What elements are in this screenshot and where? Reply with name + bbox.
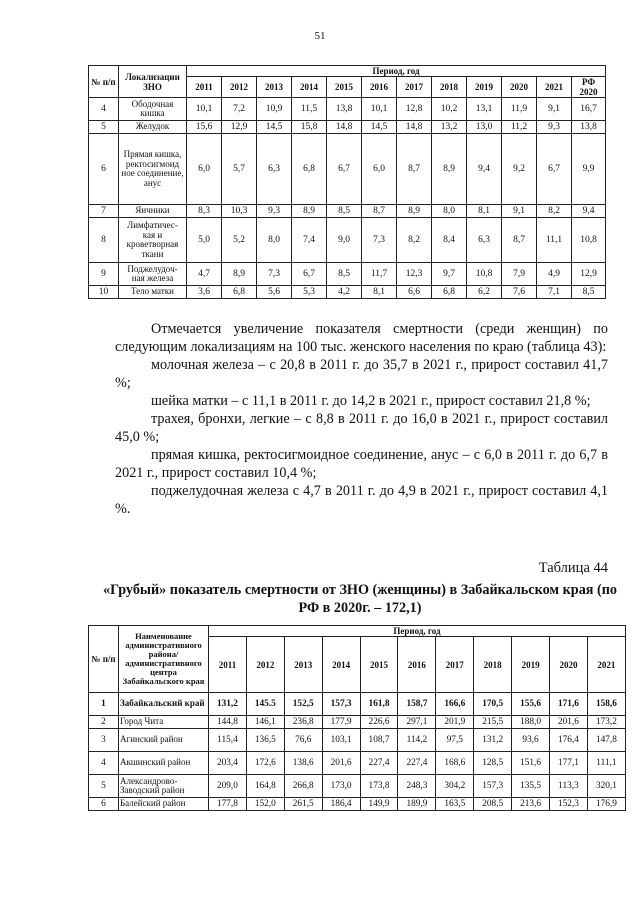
value-cell: 8,2 (397, 218, 432, 263)
value-cell: 8,7 (362, 205, 397, 218)
value-cell: 11,9 (502, 98, 537, 121)
row-number: 1 (89, 693, 119, 716)
value-cell: 7,3 (257, 263, 292, 286)
value-cell: 145.5 (246, 693, 284, 716)
value-cell: 6,8 (222, 286, 257, 299)
value-cell: 11,5 (292, 98, 327, 121)
value-cell: 8,5 (572, 286, 606, 299)
value-cell: 6,7 (292, 263, 327, 286)
value-cell: 8,4 (432, 218, 467, 263)
t44-year-header: 2021 (587, 637, 625, 693)
table-row (89, 286, 606, 299)
table-row (89, 798, 626, 811)
value-cell: 166,6 (436, 693, 474, 716)
t43-header-period: Период, год (187, 66, 606, 77)
t43-year-header: 2013 (257, 77, 292, 98)
table-43 (88, 65, 606, 299)
value-cell: 171,6 (550, 693, 588, 716)
value-cell: 4,2 (327, 286, 362, 299)
table-44 (88, 625, 626, 811)
t44-year-header: 2015 (360, 637, 398, 693)
value-cell: 297,1 (398, 716, 436, 729)
value-cell: 8,2 (537, 205, 572, 218)
value-cell: 8,7 (397, 134, 432, 205)
value-cell: 12,9 (222, 121, 257, 134)
localization-name: Поджелудоч- ная железа (119, 263, 187, 286)
value-cell: 173,2 (587, 716, 625, 729)
value-cell: 152,0 (246, 798, 284, 811)
region-name: Забайкальский край (119, 693, 209, 716)
value-cell: 157,3 (474, 775, 512, 798)
value-cell: 14,5 (362, 121, 397, 134)
localization-name: Желудок (119, 121, 187, 134)
value-cell: 12,8 (397, 98, 432, 121)
value-cell: 131,2 (209, 693, 247, 716)
value-cell: 93,6 (512, 729, 550, 752)
row-number: 6 (89, 798, 119, 811)
value-cell: 7,9 (502, 263, 537, 286)
value-cell: 266,8 (284, 775, 322, 798)
value-cell: 226,6 (360, 716, 398, 729)
value-cell: 7,4 (292, 218, 327, 263)
value-cell: 320,1 (587, 775, 625, 798)
value-cell: 12,9 (572, 263, 606, 286)
localization-name: Прямая кишка, ректосигмоид ное соединение, анус (119, 134, 187, 205)
value-cell: 5,2 (222, 218, 257, 263)
value-cell: 213,6 (512, 798, 550, 811)
value-cell: 164,8 (246, 775, 284, 798)
value-cell: 10,3 (222, 205, 257, 218)
value-cell: 13,8 (327, 98, 362, 121)
region-name: Акшинский район (119, 752, 209, 775)
table-44-title: «Грубый» показатель смертности от ЗНО (женщины) в Забайкальском края (по РФ в 2020г. – 172,1) (102, 582, 618, 616)
value-cell: 7,6 (502, 286, 537, 299)
value-cell: 10,9 (257, 98, 292, 121)
value-cell: 9,1 (502, 205, 537, 218)
value-cell: 8,1 (362, 286, 397, 299)
t43-header-loc: Локализации ЗНО (119, 66, 187, 98)
value-cell: 177,1 (550, 752, 588, 775)
value-cell: 146,1 (246, 716, 284, 729)
value-cell: 103,1 (322, 729, 360, 752)
value-cell: 5,0 (187, 218, 222, 263)
value-cell: 9,7 (432, 263, 467, 286)
t44-header-region: Наименование административного района/ административного центра Забайкальского края (119, 626, 209, 693)
value-cell: 10,1 (362, 98, 397, 121)
value-cell: 9,9 (572, 134, 606, 205)
value-cell: 9,1 (537, 98, 572, 121)
value-cell: 14,8 (397, 121, 432, 134)
value-cell: 9,3 (537, 121, 572, 134)
t44-header-period: Период, год (209, 626, 626, 637)
value-cell: 5,6 (257, 286, 292, 299)
value-cell: 6,0 (187, 134, 222, 205)
value-cell: 157,3 (322, 693, 360, 716)
value-cell: 177,9 (322, 716, 360, 729)
value-cell: 8,9 (397, 205, 432, 218)
value-cell: 158,6 (587, 693, 625, 716)
value-cell: 3,6 (187, 286, 222, 299)
value-cell: 8,0 (432, 205, 467, 218)
row-number: 4 (89, 98, 119, 121)
value-cell: 161,8 (360, 693, 398, 716)
t44-year-header: 2012 (246, 637, 284, 693)
value-cell: 172,6 (246, 752, 284, 775)
value-cell: 6,7 (327, 134, 362, 205)
value-cell: 115,4 (209, 729, 247, 752)
table-row (89, 205, 606, 218)
value-cell: 173,8 (360, 775, 398, 798)
row-number: 10 (89, 286, 119, 299)
value-cell: 248,3 (398, 775, 436, 798)
value-cell: 12,3 (397, 263, 432, 286)
localization-name: Ободочная кишка (119, 98, 187, 121)
value-cell: 209,0 (209, 775, 247, 798)
value-cell: 8,9 (432, 134, 467, 205)
value-cell: 8,3 (187, 205, 222, 218)
value-cell: 6,6 (397, 286, 432, 299)
value-cell: 10,8 (467, 263, 502, 286)
table-row (89, 98, 606, 121)
value-cell: 15,8 (292, 121, 327, 134)
value-cell: 10,2 (432, 98, 467, 121)
t44-year-header: 2013 (284, 637, 322, 693)
localization-name: Лимфатичес- кая и кроветворная ткани (119, 218, 187, 263)
region-name: Балейский район (119, 798, 209, 811)
t44-year-header: 2019 (512, 637, 550, 693)
t43-year-header: 2011 (187, 77, 222, 98)
value-cell: 227,4 (360, 752, 398, 775)
value-cell: 6,0 (362, 134, 397, 205)
table-row (89, 263, 606, 286)
value-cell: 13,2 (432, 121, 467, 134)
value-cell: 4,7 (187, 263, 222, 286)
value-cell: 304,2 (436, 775, 474, 798)
value-cell: 6,3 (257, 134, 292, 205)
t43-year-header: 2019 (467, 77, 502, 98)
value-cell: 149,9 (360, 798, 398, 811)
value-cell: 215,5 (474, 716, 512, 729)
table-row (89, 218, 606, 263)
t43-year-header: 2016 (362, 77, 397, 98)
row-number: 5 (89, 775, 119, 798)
value-cell: 13,0 (467, 121, 502, 134)
intro-paragraph: Отмечается увеличение показателя смертности (среди женщин) по следующим локализациям на 100 тыс. женского населения по краю (таблица 43): (115, 321, 608, 355)
table-row (89, 134, 606, 205)
value-cell: 8,7 (502, 218, 537, 263)
t43-year-header: РФ 2020 (572, 77, 606, 98)
value-cell: 8,1 (467, 205, 502, 218)
value-cell: 114,2 (398, 729, 436, 752)
value-cell: 7,3 (362, 218, 397, 263)
t43-year-header: 2012 (222, 77, 257, 98)
value-cell: 6,8 (432, 286, 467, 299)
value-cell: 8,9 (222, 263, 257, 286)
value-cell: 136,5 (246, 729, 284, 752)
value-cell: 111,1 (587, 752, 625, 775)
table-row (89, 729, 626, 752)
value-cell: 188,0 (512, 716, 550, 729)
t44-year-header: 2014 (322, 637, 360, 693)
value-cell: 201,9 (436, 716, 474, 729)
list-item: молочная железа – с 20,8 в 2011 г. до 35,7 в 2021 г., прирост составил 41,7 %; (115, 357, 608, 391)
body-text (115, 320, 608, 518)
value-cell: 152,3 (550, 798, 588, 811)
value-cell: 177,8 (209, 798, 247, 811)
value-cell: 189,9 (398, 798, 436, 811)
value-cell: 9,3 (257, 205, 292, 218)
value-cell: 5,7 (222, 134, 257, 205)
row-number: 2 (89, 716, 119, 729)
value-cell: 261,5 (284, 798, 322, 811)
table-row (89, 775, 626, 798)
t43-year-header: 2021 (537, 77, 572, 98)
t43-year-header: 2017 (397, 77, 432, 98)
t44-year-header: 2020 (550, 637, 588, 693)
value-cell: 147,8 (587, 729, 625, 752)
list-item: прямая кишка, ректосигмоидное соединение, анус – с 6,0 в 2011 г. до 6,7 в 2021 г., прирост составил 10,4 %; (115, 447, 608, 481)
value-cell: 151,6 (512, 752, 550, 775)
value-cell: 4,9 (537, 263, 572, 286)
region-name: Агинский район (119, 729, 209, 752)
region-name: Александрово- Заводский район (119, 775, 209, 798)
localization-name: Яичники (119, 205, 187, 218)
t44-year-header: 2017 (436, 637, 474, 693)
row-number: 4 (89, 752, 119, 775)
t43-year-header: 2015 (327, 77, 362, 98)
value-cell: 158,7 (398, 693, 436, 716)
value-cell: 9,0 (327, 218, 362, 263)
row-number: 8 (89, 218, 119, 263)
value-cell: 9,4 (572, 205, 606, 218)
row-number: 7 (89, 205, 119, 218)
value-cell: 7,2 (222, 98, 257, 121)
value-cell: 15,6 (187, 121, 222, 134)
list-item: поджелудочная железа с 4,7 в 2011 г. до 4,9 в 2021 г., прирост составил 4,1 %. (115, 483, 608, 517)
value-cell: 8,0 (257, 218, 292, 263)
value-cell: 16,7 (572, 98, 606, 121)
value-cell: 14,8 (327, 121, 362, 134)
list-item: трахея, бронхи, легкие – с 8,8 в 2011 г. до 16,0 в 2021 г., прирост составил 45,0 %; (115, 411, 608, 445)
value-cell: 76,6 (284, 729, 322, 752)
table-row (89, 716, 626, 729)
t43-year-header: 2018 (432, 77, 467, 98)
value-cell: 11,7 (362, 263, 397, 286)
t43-header-num: № п/п (89, 66, 119, 98)
value-cell: 168,6 (436, 752, 474, 775)
value-cell: 201,6 (550, 716, 588, 729)
value-cell: 13,8 (572, 121, 606, 134)
value-cell: 108,7 (360, 729, 398, 752)
value-cell: 5,3 (292, 286, 327, 299)
value-cell: 9,2 (502, 134, 537, 205)
value-cell: 6,7 (537, 134, 572, 205)
value-cell: 7,1 (537, 286, 572, 299)
value-cell: 138,6 (284, 752, 322, 775)
value-cell: 176,4 (550, 729, 588, 752)
value-cell: 176,9 (587, 798, 625, 811)
t44-year-header: 2011 (209, 637, 247, 693)
localization-name: Тело матки (119, 286, 187, 299)
region-name: Город Чита (119, 716, 209, 729)
t44-year-header: 2016 (398, 637, 436, 693)
value-cell: 128,5 (474, 752, 512, 775)
value-cell: 8,9 (292, 205, 327, 218)
value-cell: 208,5 (474, 798, 512, 811)
value-cell: 10,8 (572, 218, 606, 263)
t44-header-num: № п/п (89, 626, 119, 693)
t43-year-header: 2014 (292, 77, 327, 98)
value-cell: 11,1 (537, 218, 572, 263)
row-number: 3 (89, 729, 119, 752)
value-cell: 186,4 (322, 798, 360, 811)
value-cell: 144,8 (209, 716, 247, 729)
value-cell: 113,3 (550, 775, 588, 798)
value-cell: 6,2 (467, 286, 502, 299)
value-cell: 163,5 (436, 798, 474, 811)
value-cell: 152,5 (284, 693, 322, 716)
value-cell: 14,5 (257, 121, 292, 134)
value-cell: 11,2 (502, 121, 537, 134)
value-cell: 13,1 (467, 98, 502, 121)
value-cell: 6,3 (467, 218, 502, 263)
page-number: 51 (314, 30, 326, 42)
value-cell: 201,6 (322, 752, 360, 775)
value-cell: 236,8 (284, 716, 322, 729)
value-cell: 8,5 (327, 263, 362, 286)
value-cell: 10,1 (187, 98, 222, 121)
value-cell: 6,8 (292, 134, 327, 205)
t44-year-header: 2018 (474, 637, 512, 693)
value-cell: 131,2 (474, 729, 512, 752)
row-number: 9 (89, 263, 119, 286)
value-cell: 97,5 (436, 729, 474, 752)
t43-year-header: 2020 (502, 77, 537, 98)
value-cell: 155,6 (512, 693, 550, 716)
table-row (89, 752, 626, 775)
value-cell: 135,5 (512, 775, 550, 798)
value-cell: 203,4 (209, 752, 247, 775)
row-number: 6 (89, 134, 119, 205)
value-cell: 173,0 (322, 775, 360, 798)
table-row (89, 693, 626, 716)
table-44-caption: Таблица 44 (538, 560, 608, 576)
value-cell: 9,4 (467, 134, 502, 205)
value-cell: 170,5 (474, 693, 512, 716)
value-cell: 8,5 (327, 205, 362, 218)
row-number: 5 (89, 121, 119, 134)
table-row (89, 121, 606, 134)
value-cell: 227,4 (398, 752, 436, 775)
list-item: шейка матки – с 11,1 в 2011 г. до 14,2 в 2021 г., прирост составил 21,8 %; (151, 393, 591, 409)
